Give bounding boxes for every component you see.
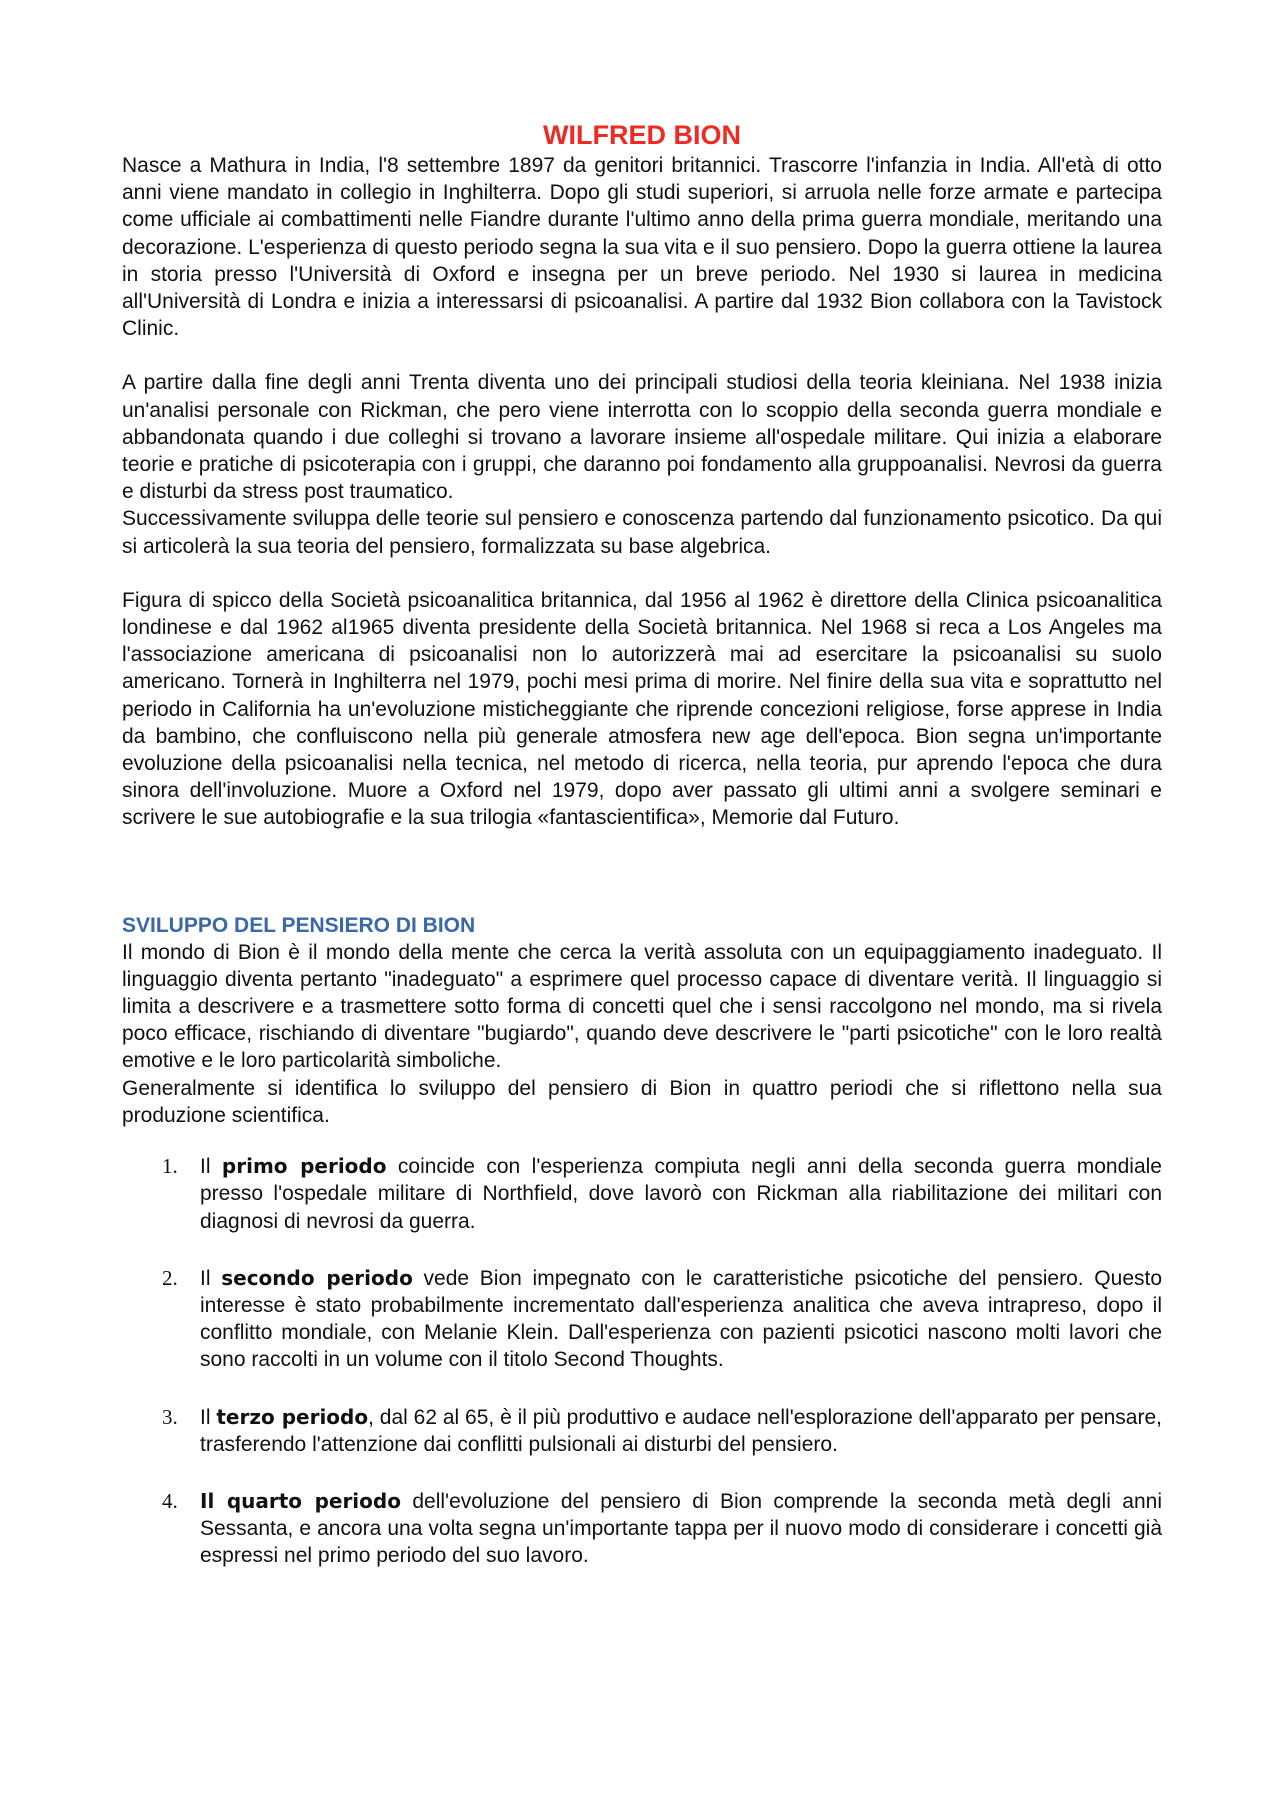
section-paragraph-2: Generalmente si identifica lo sviluppo del pensiero di Bion in quattro periodi che si riflettono nella sua produzione scientifica.	[122, 1076, 1162, 1127]
list-number: 1.	[162, 1154, 178, 1179]
period-prefix: Il	[200, 1405, 217, 1429]
period-text: dell'evoluzione del pensiero di Bion comprende la seconda metà degli anni Sessanta, e ancora una volta segna un'importante tappa per il nuovo modo di considerare i concetti già espressi nel primo periodo del suo lavoro.	[200, 1489, 1162, 1568]
period-text: coincide con l'esperienza compiuta negli anni della seconda guerra mondiale presso l'ospedale militare di Northfield, dove lavorò con Rickman alla riabilitazione dei militari con diagnosi di nevrosi da guerra.	[200, 1155, 1162, 1233]
list-number: 4.	[162, 1488, 178, 1513]
period-text: , dal 62 al 65, è il più produttivo e audace nell'esplorazione dell'apparato per pensare, trasferendo l'attenzione dai conflitti pulsionali ai disturbi del pensiero.	[200, 1405, 1162, 1456]
period-keyword: Il quarto periodo	[200, 1488, 401, 1513]
bio-paragraph-4: Figura di spicco della Società psicoanalitica britannica, dal 1956 al 1962 è direttore della Clinica psicoanalitica londinese e dal 1962 al1965 diventa presidente della Società britannica. Nel 1968 si reca a Los Angeles ma l'associazione americana di psicoanalisi non lo autorizzerà mai ad esercitare la psicoanalisi su suolo americano. Tornerà in Inghilterra nel 1979, pochi mesi prima di morire. Nel finire della sua vita e soprattutto nel periodo in California ha un'evoluzione misticheggiante che riprende concezioni religiose, forse apprese in India da bambino, che confluiscono nella più generale atmosfera new age dell'epoca. Bion segna un'importante evoluzione della psicoanalisi nella tecnica, nel metodo di ricerca, nella teoria, pur aprendo l'epoca che dura sinora dell'involuzione. Muore a Oxford nel 1979, dopo aver passato gli ultimi anni a svolgere seminari e scrivere le sue autobiografie e la sua trilogia «fantascientifica», Memorie dal Futuro.	[122, 588, 1162, 830]
list-item	[122, 1265, 1162, 1374]
period-text: vede Bion impegnato con le caratteristiche psicotiche del pensiero. Questo interesse è stato probabilmente incrementato dall'esperienza analitica che aveva intrapreso, dopo il conflitto mondiale, con Melanie Klein. Dall'esperienza con pazienti psicotici nascono molti lavori che sono raccolti in un volume con il titolo Second Thoughts.	[200, 1266, 1163, 1372]
section-heading: SVILUPPO DEL PENSIERO DI BION	[122, 913, 476, 937]
period-keyword: primo periodo	[221, 1154, 387, 1179]
bio-paragraph-1: Nasce a Mathura in India, l'8 settembre 1897 da genitori britannici. Trascorre l'infanzia in India. All'età di otto anni viene mandato in collegio in Inghilterra. Dopo gli studi superiori, si arruola nelle forze armate e partecipa come ufficiale ai combattimenti nelle Fiandre durante l'ultimo anno della prima guerra mondiale, meritando una decorazione. L'esperienza di questo periodo segna la sua vita e il suo pensiero. Dopo la guerra ottiene la laurea in storia presso l'Università di Oxford e insegna per un breve periodo. Nel 1930 si laurea in medicina all'Università di Londra e inizia a interessarsi di psicoanalisi. A partire dal 1932 Bion collabora con la Tavistock Clinic.	[122, 154, 1162, 341]
bio-paragraph-2: A partire dalla fine degli anni Trenta diventa uno dei principali studiosi della teoria kleiniana. Nel 1938 inizia un'analisi personale con Rickman, che pero viene interrotta con lo scoppio della seconda guerra mondiale e abbandonata quando i due colleghi si trovano a lavorare insieme all'ospedale militare. Qui inizia a elaborare teorie e pratiche di psicoterapia con i gruppi, che daranno poi fondamento alla gruppoanalisi. Nevrosi da guerra e disturbi da stress post traumatico.	[122, 371, 1162, 504]
list-number: 3.	[162, 1404, 178, 1429]
period-prefix: Il	[200, 1155, 222, 1179]
document-page	[122, 120, 1162, 1600]
list-item	[122, 1404, 1162, 1458]
periods-list	[122, 1153, 1162, 1569]
page-title: WILFRED BION	[543, 120, 741, 150]
section-paragraph-1: Il mondo di Bion è il mondo della mente che cerca la verità assoluta con un equipaggiamento inadeguato. Il linguaggio diventa pertanto "inadeguato" a esprimere quel processo capace di diventare verità. Il linguaggio si limita a descrivere e a trasmettere sotto forma di concetti quel che i sensi raccolgono nel mondo, ma si rivela poco efficace, rischiando di diventare "bugiardo", quando deve descrivere le "parti psicotiche" con le loro realtà emotive e le loro particolarità simboliche.	[122, 940, 1162, 1073]
bio-paragraph-3: Successivamente sviluppa delle teorie sul pensiero e conoscenza partendo dal funzionamento psicotico. Da qui si articolerà la sua teoria del pensiero, formalizzata su base algebrica.	[122, 507, 1162, 558]
list-number: 2.	[162, 1265, 178, 1290]
list-item	[122, 1488, 1162, 1570]
period-keyword: terzo periodo	[216, 1404, 369, 1429]
list-item	[122, 1153, 1162, 1235]
period-prefix: Il	[200, 1266, 222, 1290]
period-keyword: secondo periodo	[221, 1265, 413, 1290]
